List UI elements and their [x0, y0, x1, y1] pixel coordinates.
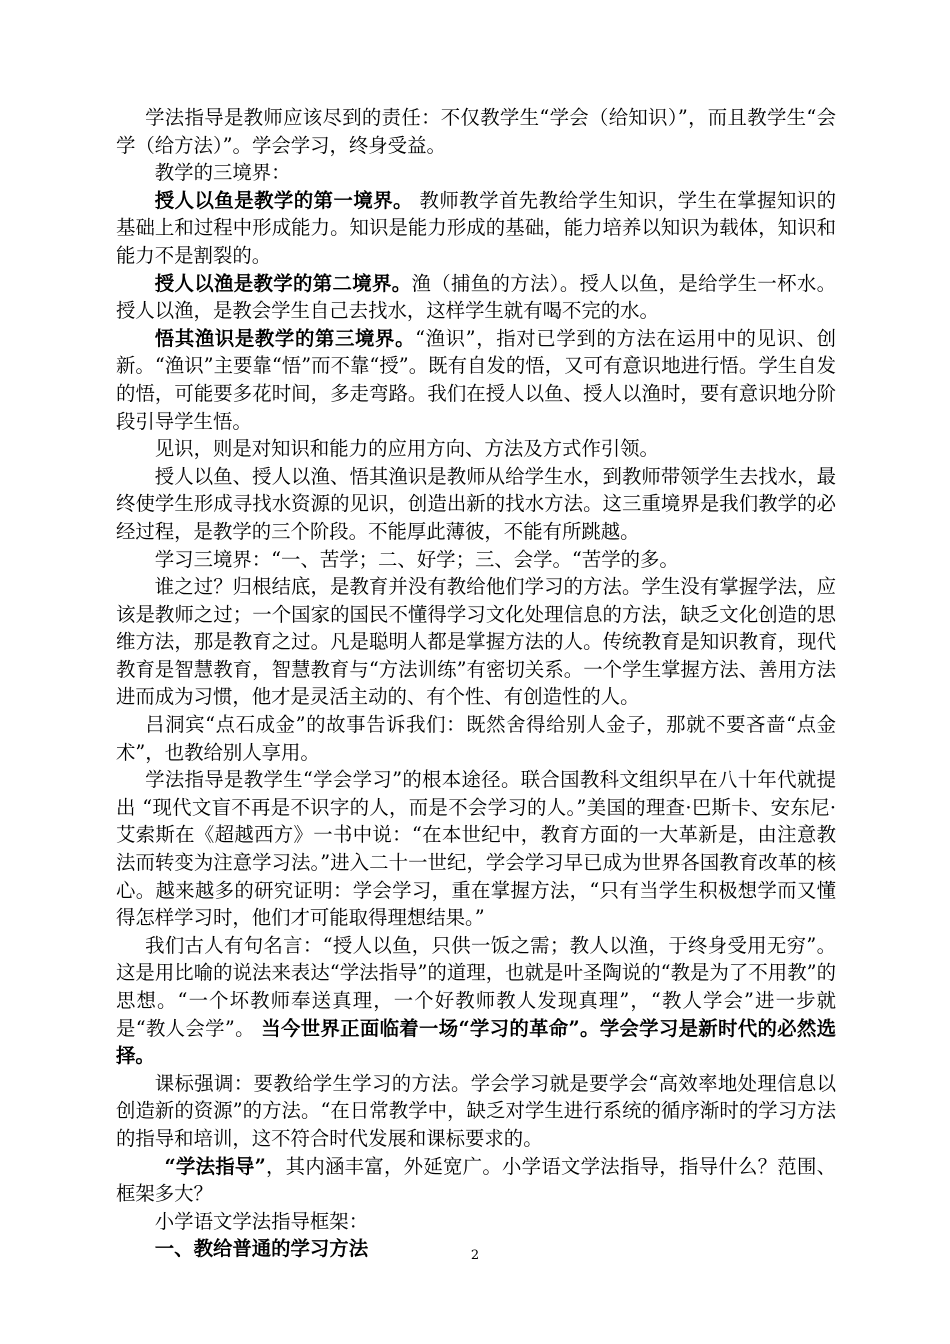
paragraph: 教学的三境界： [154, 161, 291, 185]
paragraph: 学习三境界：“一、苦学；二、好学；三、会学。“苦学的多。 [154, 547, 679, 571]
bold-heading: 授人以渔是教学的第二境界。 [154, 271, 412, 295]
bold-heading: 授人以鱼是教学的第一境界。 [154, 188, 413, 212]
page-number: 2 [470, 1248, 480, 1263]
paragraph [116, 325, 836, 435]
paragraph-text: 教师教学首先教给学生知识，学生在掌握知识的基础上和过程中形成能力。知识是能力形成的基础，能力培养以知识为载体，知识和能力不是割裂的。 [116, 188, 837, 267]
bold-heading: 悟其渔识是教学的第三境界。 [154, 326, 416, 350]
bold-statement: 当今世界正面临着一场“学习的革命”。学会学习是新时代的必然选择。 [116, 1016, 836, 1068]
paragraph-text: 渔（捕鱼的方法）。授人以鱼，是给学生一杯水。授人以渔，是教会学生自己去找水，这样学生就有喝不完的水。 [116, 271, 836, 323]
paragraph: 谁之过？归根结底，是教育并没有教给他们学习的方法。学生没有掌握学法，应该是教师之过；一个国家的国民不懂得学习文化处理信息的方法，缺乏文化创造的思维方法，那是教育之过。凡是聪明人都是掌握方法的人。传统教育是知识教育，现代教育是智慧教育，智慧教育与“方法训练”有密切关系。一个学生掌握方法、善用方法进而成为习惯，他才是灵活主动的、有个性、有创造性的人。 [116, 575, 836, 709]
paragraph [116, 187, 836, 270]
paragraph-text: “渔识”，指对已学到的方法在运用中的见识、创新。“渔识”主要靠“悟”而不靠“授”。既有自发的悟，又可有意识地进行悟。学生自发的悟，可能要多花时间，多走弯路。我们在授人以鱼、授人以渔时，要有意识地分阶段引导学生悟。 [116, 326, 837, 433]
document-body [116, 104, 836, 1263]
paragraph [116, 932, 836, 1070]
section-heading-text: 一、教给普通的学习方法 [154, 1237, 369, 1261]
paragraph: 学法指导是教师应该尽到的责任：不仅教学生“学会（给知识）”，而且教学生“会学（给方法）”。学会学习，终身受益。 [116, 106, 836, 157]
paragraph-text: ，其内涵丰富，外延宽广。小学语文学法指导，指导什么？范围、框架多大？ [116, 1154, 837, 1206]
paragraph: 小学语文学法指导框架： [154, 1209, 369, 1233]
paragraph-text: 我们古人有句名言：“授人以鱼，只供一饭之需；教人以渔，于终身受用无穷”。这是用比喻的说法来表达“学法指导”的道理，也就是叶圣陶说的“教是为了不用教”的思想。“一个坏教师奉送真理，一个好教师教人发现真理”，“教人学会”进一步就是“教人会学”。 [116, 933, 836, 1040]
paragraph [116, 1153, 836, 1208]
paragraph: 授人以鱼、授人以渔、悟其渔识是教师从给学生水，到教师带领学生去找水，最终使学生形成寻找水资源的见识，创造出新的找水方法。这三重境界是我们教学的必经过程，是教学的三个阶段。不能厚此薄彼，不能有所跳越。 [116, 464, 836, 543]
bold-term: “学法指导” [164, 1154, 266, 1178]
paragraph: 吕洞宾“点石成金”的故事告诉我们：既然舍得给别人金子，那就不要吝啬“点金术”，也教给别人享用。 [116, 713, 836, 764]
paragraph: 学法指导是教学生“学会学习”的根本途径。联合国教科文组织早在八十年代就提出 “现代文盲不再是不识字的人，而是不会学习的人。”美国的理查·巴斯卡、安东尼·艾索斯在《超越西方》一书中说：“在本世纪中，教育方面的一大革新是，由注意教法而转变为注意学习法。”进入二十一世纪，学会学习早已成为世界各国教育改革的核心。越来越多的研究证明：学会学习，重在掌握方法，“只有当学生积极想学而又懂得怎样学习时，他们才可能取得理想结果。” [116, 768, 836, 930]
paragraph [116, 270, 836, 325]
paragraph: 见识，则是对知识和能力的应用方向、方法及方式作引领。 [154, 437, 659, 461]
paragraph: 课标强调：要教给学生学习的方法。学会学习就是要学会“高效率地处理信息以创造新的资源”的方法。“在日常教学中，缺乏对学生进行系统的循序渐时的学习方法的指导和培训，这不符合时代发展和课标要求的。 [116, 1071, 836, 1150]
